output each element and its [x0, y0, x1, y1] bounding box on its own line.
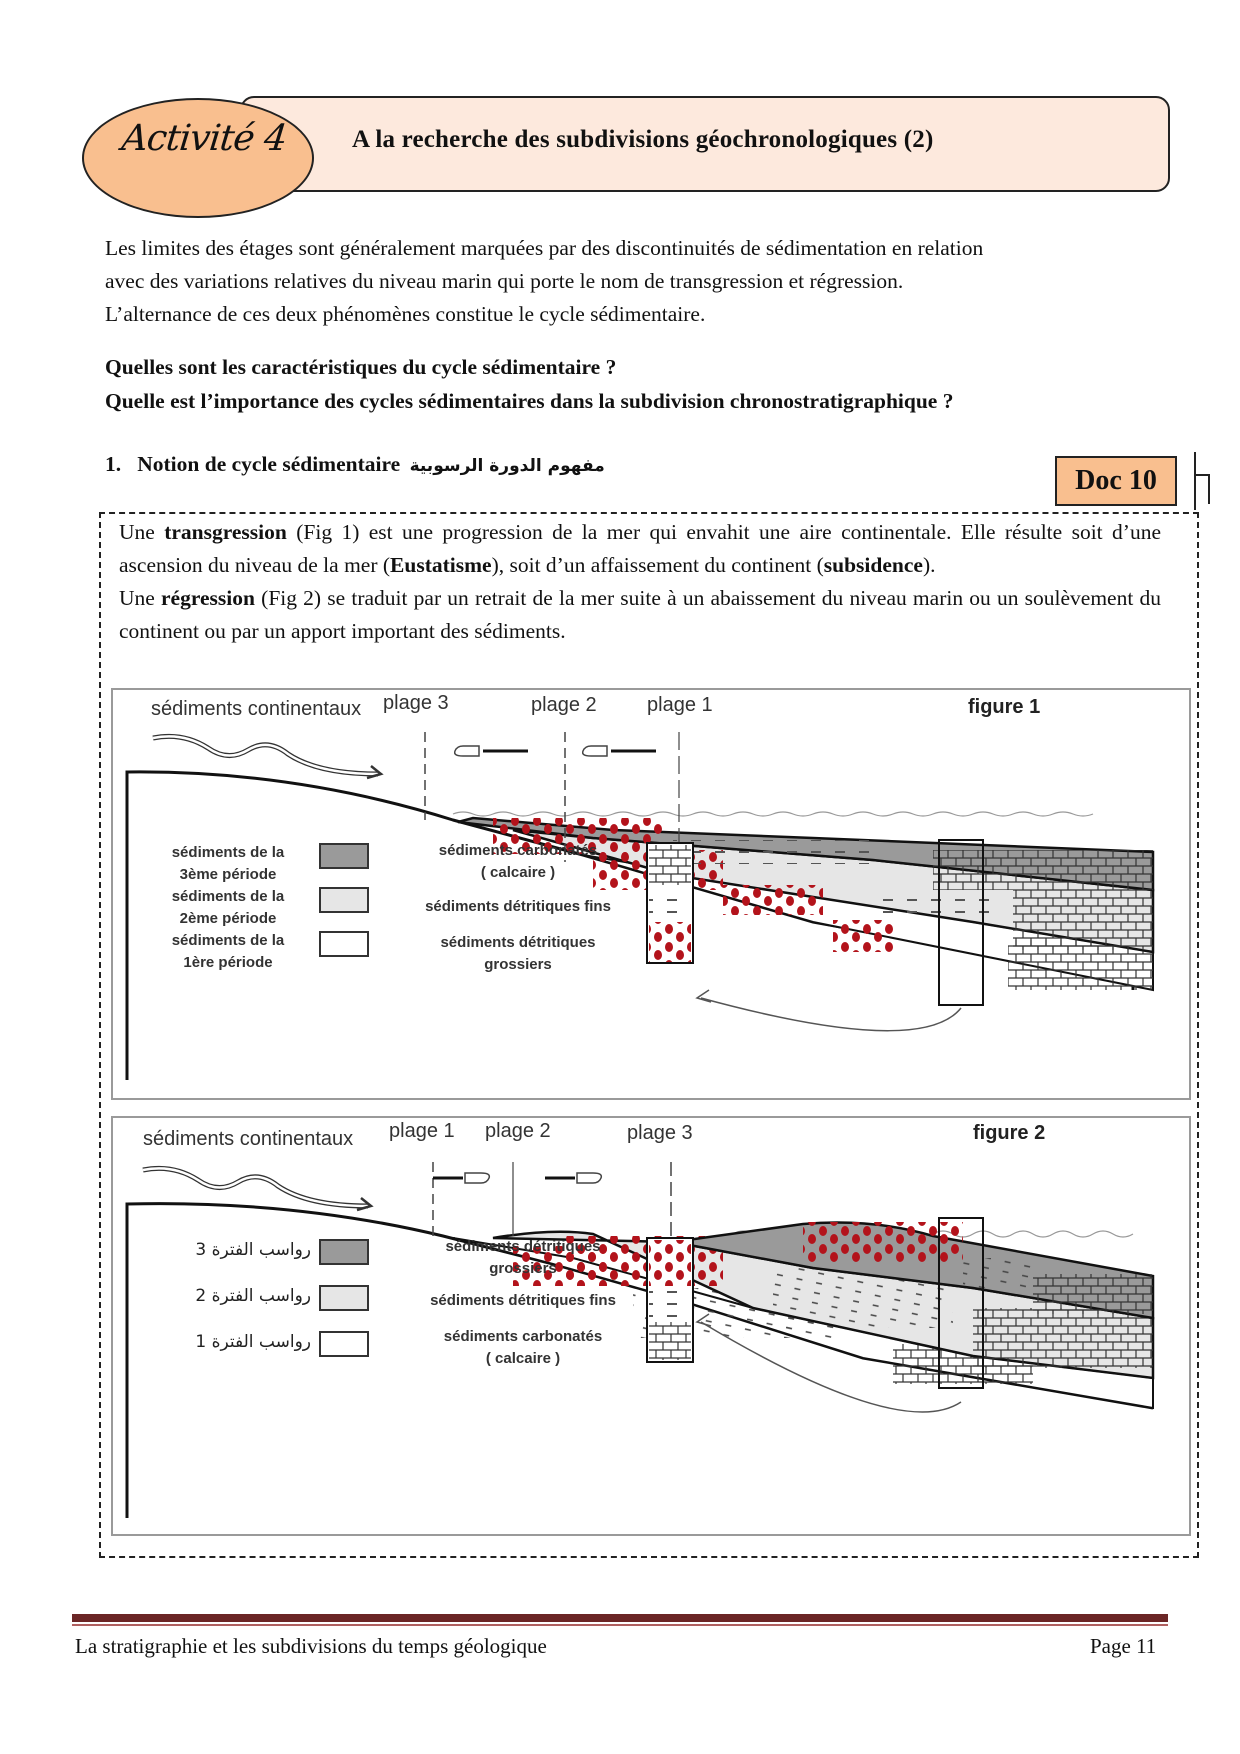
- legend-period-1-ar: رواسب الفترة 1: [195, 1332, 311, 1352]
- legend-fine-detrital: sédiments détritiques fins: [430, 1292, 616, 1309]
- legend-period-1: sédiments de la 1ère période: [171, 932, 285, 971]
- footer-rule: [72, 1624, 1168, 1626]
- section-title: Notion de cycle sédimentaire: [137, 452, 401, 476]
- legend-fine-detrital: sédiments détritiques fins: [425, 898, 611, 915]
- footer-rule: [72, 1614, 1168, 1622]
- legend-coarse-detrital: sédiments détritiques grossiers: [440, 934, 596, 973]
- pointing-hand-icon: [433, 1173, 489, 1183]
- legend-period-2: sédiments de la 2ème période: [171, 888, 285, 927]
- label-plage-2: plage 2: [531, 694, 597, 716]
- figure-1-transgression: [111, 688, 1191, 1100]
- figure-2-regression: [111, 1116, 1191, 1536]
- question-2: Quelle est l’importance des cycles sédimentaires dans la subdivision chronostratigraphique ?: [105, 389, 954, 413]
- label-plage-1: plage 1: [389, 1120, 455, 1142]
- page-number: Page 11: [1090, 1634, 1157, 1658]
- figure-1-label: figure 1: [968, 696, 1041, 718]
- legend-period-2-ar: رواسب الفترة 2: [195, 1286, 311, 1306]
- label-continental-sediments: sédiments continentaux: [143, 1128, 354, 1150]
- doc-bracket: [1194, 452, 1196, 510]
- intro-line: avec des variations relatives du niveau marin qui porte le nom de transgression et régression.: [105, 269, 904, 293]
- regression-definition: Une régression (Fig 2) se traduit par un retrait de la mer suite à un abaissement du niveau marin ou un soulèvement du continent ou par un apport important des sédiments.: [119, 586, 1161, 643]
- section-title-arabic: مفهوم الدورة الرسوبية: [409, 456, 605, 476]
- questions: [105, 350, 1185, 418]
- label-plage-2: plage 2: [485, 1120, 551, 1142]
- label-continental-sediments: sédiments continentaux: [151, 698, 362, 720]
- doc-bracket: [1208, 474, 1210, 504]
- legend-coarse-detrital: sédiments détritiques grossiers: [445, 1238, 601, 1277]
- legend-carbonate: sédiments carbonatés ( calcaire ): [443, 1328, 603, 1367]
- section-heading: [105, 452, 605, 477]
- question-1: Quelles sont les caractéristiques du cycle sédimentaire ?: [105, 355, 617, 379]
- legend-period-3-ar: رواسب الفترة 3: [195, 1240, 311, 1260]
- page-title: A la recherche des subdivisions géochronologiques (2): [352, 126, 934, 153]
- intro-line: L’alternance de ces deux phénomènes constitue le cycle sédimentaire.: [105, 302, 706, 326]
- label-plage-3: plage 3: [627, 1122, 693, 1144]
- pointing-hand-icon: [455, 746, 528, 756]
- doc-badge: Doc 10: [1055, 456, 1177, 506]
- activity-label: Activité 4: [119, 118, 289, 159]
- pointing-hand-icon: [545, 1173, 601, 1183]
- label-plage-1: plage 1: [647, 694, 713, 716]
- pointing-hand-icon: [583, 746, 656, 756]
- legend-period-3: sédiments de la 3ème période: [171, 844, 285, 883]
- label-plage-3: plage 3: [383, 692, 449, 714]
- figure-2-label: figure 2: [973, 1122, 1046, 1144]
- intro-paragraph: [105, 232, 1155, 331]
- definitions-text: [119, 516, 1161, 648]
- regression-cross-section: [113, 1118, 1193, 1538]
- transgression-definition: Une transgression (Fig 1) est une progression de la mer qui envahit une aire continentale. Elle résulte soit d’une ascension du niveau de la mer (Eustatisme), soit d’un affaissement du continent (subsidence).: [119, 520, 1161, 577]
- legend-carbonate: sédiments carbonatés ( calcaire ): [438, 842, 598, 881]
- intro-line: Les limites des étages sont généralement marquées par des discontinuités de sédimentation en relation: [105, 236, 984, 260]
- section-number: 1.: [105, 452, 122, 476]
- footer-title: La stratigraphie et les subdivisions du temps géologique: [75, 1634, 547, 1658]
